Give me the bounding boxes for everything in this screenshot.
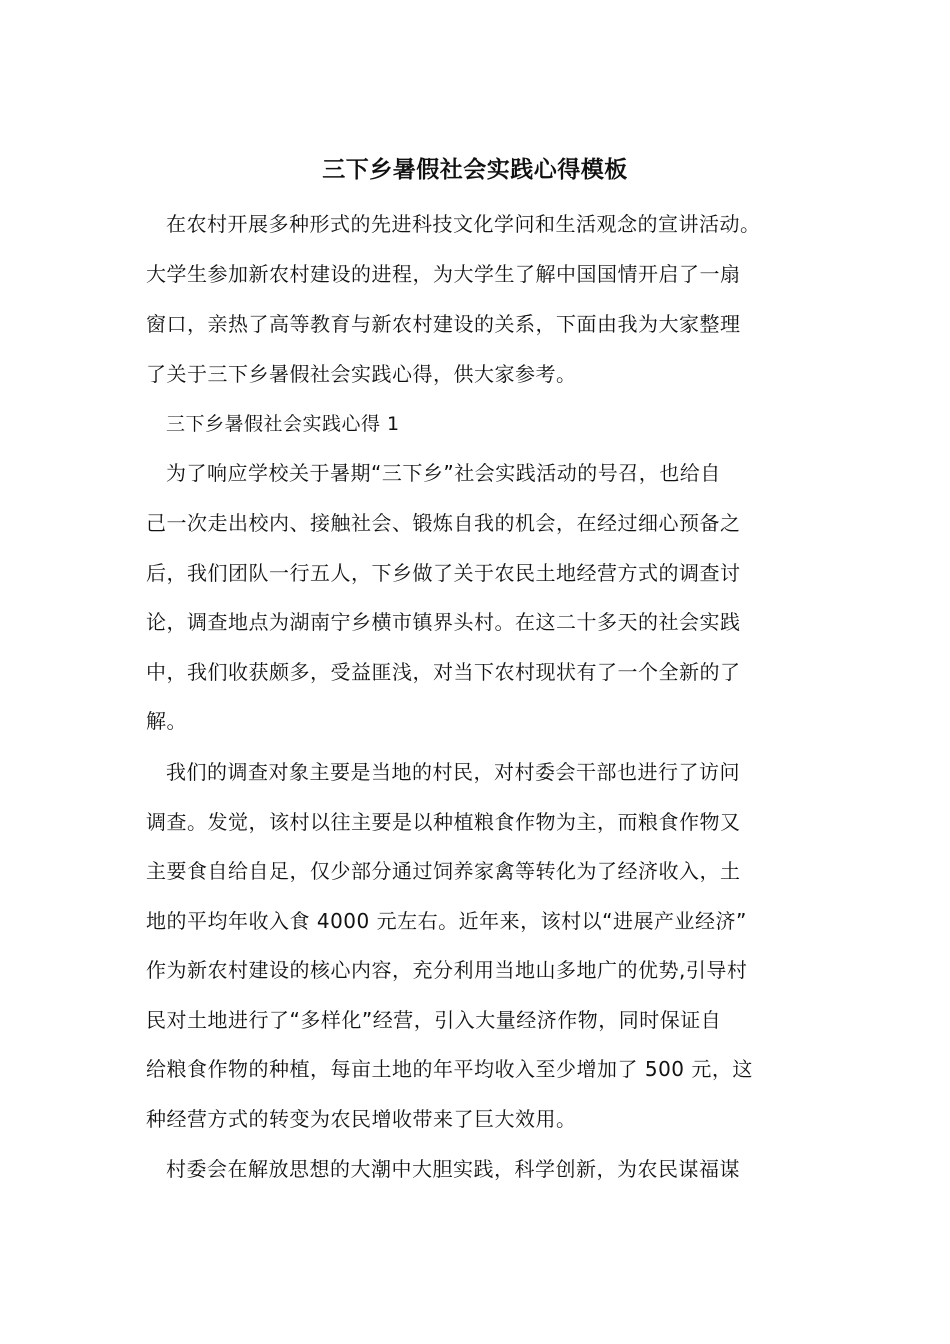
para2-line-4: 地的平均年收入食 4000 元左右。近年来，该村以“进展产业经济” bbox=[146, 909, 747, 933]
para1-line-5: 中，我们收获颇多，受益匪浅，对当下农村现状有了一个全新的了 bbox=[146, 660, 741, 684]
para3-line-1: 村委会在解放思想的大潮中大胆实践，科学创新，为农民谋福谋 bbox=[166, 1157, 740, 1181]
para2-line-2: 调查。发觉，该村以往主要是以种植粮食作物为主，而粮食作物又 bbox=[146, 810, 741, 834]
para2-line-5: 作为新农村建设的核心内容，充分利用当地山多地广的优势,引导村 bbox=[146, 958, 748, 982]
para1-line-2: 己一次走出校内、接触社会、锻炼自我的机会，在经过细心预备之 bbox=[146, 511, 741, 535]
intro-line-4: 了关于三下乡暑假社会实践心得，供大家参考。 bbox=[146, 362, 577, 386]
intro-line-3: 窗口，亲热了高等教育与新农村建设的关系，下面由我为大家整理 bbox=[146, 312, 741, 336]
intro-line-1: 在农村开展多种形式的先进科技文化学问和生活观念的宣讲活动。 bbox=[166, 212, 761, 236]
para1-line-3: 后，我们团队一行五人，下乡做了关于农民土地经营方式的调查讨 bbox=[146, 561, 741, 585]
para1-line-4: 论，调查地点为湖南宁乡横市镇界头村。在这二十多天的社会实践 bbox=[146, 610, 741, 634]
para1-line-6: 解。 bbox=[146, 709, 187, 733]
intro-line-2: 大学生参加新农村建设的进程，为大学生了解中国国情开启了一扇 bbox=[146, 262, 741, 286]
para1-line-1: 为了响应学校关于暑期“三下乡”社会实践活动的号召，也给自 bbox=[166, 461, 721, 485]
para2-line-6: 民对土地进行了“多样化”经营，引入大量经济作物，同时保证自 bbox=[146, 1008, 722, 1032]
section-heading: 三下乡暑假社会实践心得 1 bbox=[166, 413, 400, 435]
para2-line-7: 给粮食作物的种植，每亩土地的年平均收入至少增加了 500 元，这 bbox=[146, 1057, 753, 1081]
para2-line-8: 种经营方式的转变为农民增收带来了巨大效用。 bbox=[146, 1107, 577, 1131]
document-title: 三下乡暑假社会实践心得模板 bbox=[322, 157, 628, 183]
para2-line-1: 我们的调查对象主要是当地的村民，对村委会干部也进行了访问 bbox=[166, 760, 740, 784]
para2-line-3: 主要食自给自足，仅少部分通过饲养家禽等转化为了经济收入，土 bbox=[146, 859, 741, 883]
